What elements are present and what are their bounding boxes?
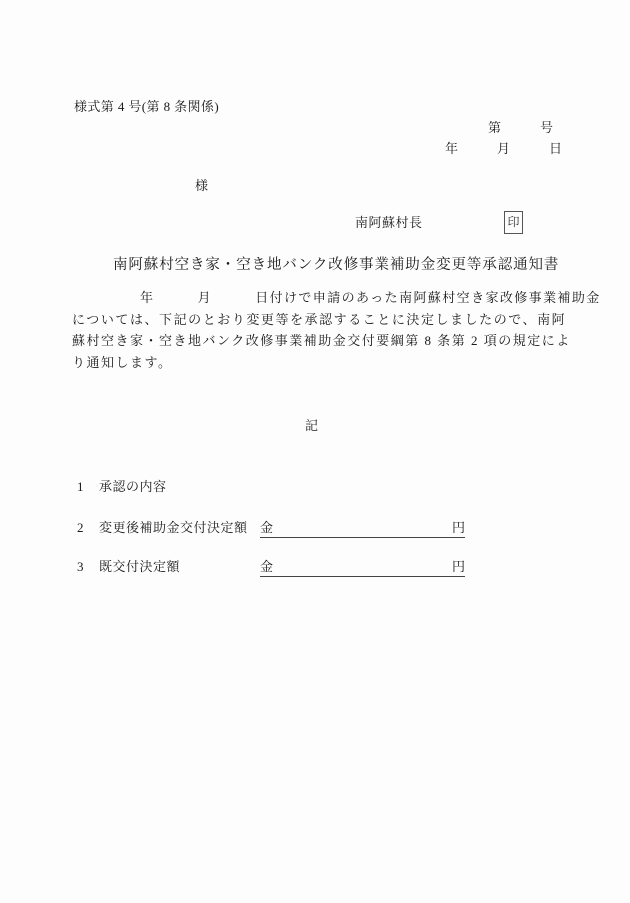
body-line-3: 蘇村空き家・空き地バンク改修事業補助金交付要綱第 8 条第 2 項の規定によ [72, 333, 571, 348]
item-number: 2 [77, 520, 84, 535]
amount-prefix: 金 [260, 520, 274, 535]
item-number: 1 [77, 479, 84, 494]
amount-fill-in-field[interactable] [260, 556, 465, 577]
body-paragraph [72, 287, 601, 373]
issuer-name: 南阿蘇村長 [355, 215, 423, 230]
ki-section-marker: 記 [305, 418, 319, 433]
item-label: 変更後補助金交付決定額 [99, 520, 248, 535]
list-item [77, 517, 248, 536]
addressee-honorific: 様 [195, 178, 209, 193]
document-title: 南阿蘇村空き家・空き地バンク改修事業補助金変更等承認通知書 [113, 257, 560, 273]
amount-suffix: 円 [451, 559, 465, 574]
issuer-row [355, 212, 423, 231]
list-item [77, 556, 180, 575]
list-item [77, 476, 167, 495]
item-label: 既交付決定額 [99, 559, 181, 574]
amount-prefix: 金 [260, 559, 274, 574]
amount-fill-in-field[interactable] [260, 517, 465, 538]
form-code-label: 様式第 4 号(第 8 条関係) [74, 99, 220, 114]
item-number: 3 [77, 559, 84, 574]
body-line-1: 年 月 日付けで申請のあった南阿蘇村空き家改修事業補助金 [140, 290, 601, 305]
document-date-line: 年 月 日 [445, 141, 563, 156]
body-line-2: については、下記のとおり変更等を承認することに決定しましたので、南阿 [72, 311, 567, 327]
document-number-line: 第 号 [488, 120, 554, 135]
body-line-4: り通知します。 [72, 354, 173, 370]
seal-stamp-box: 印 [504, 211, 523, 234]
amount-suffix: 円 [451, 520, 465, 535]
item-label: 承認の内容 [99, 479, 167, 494]
